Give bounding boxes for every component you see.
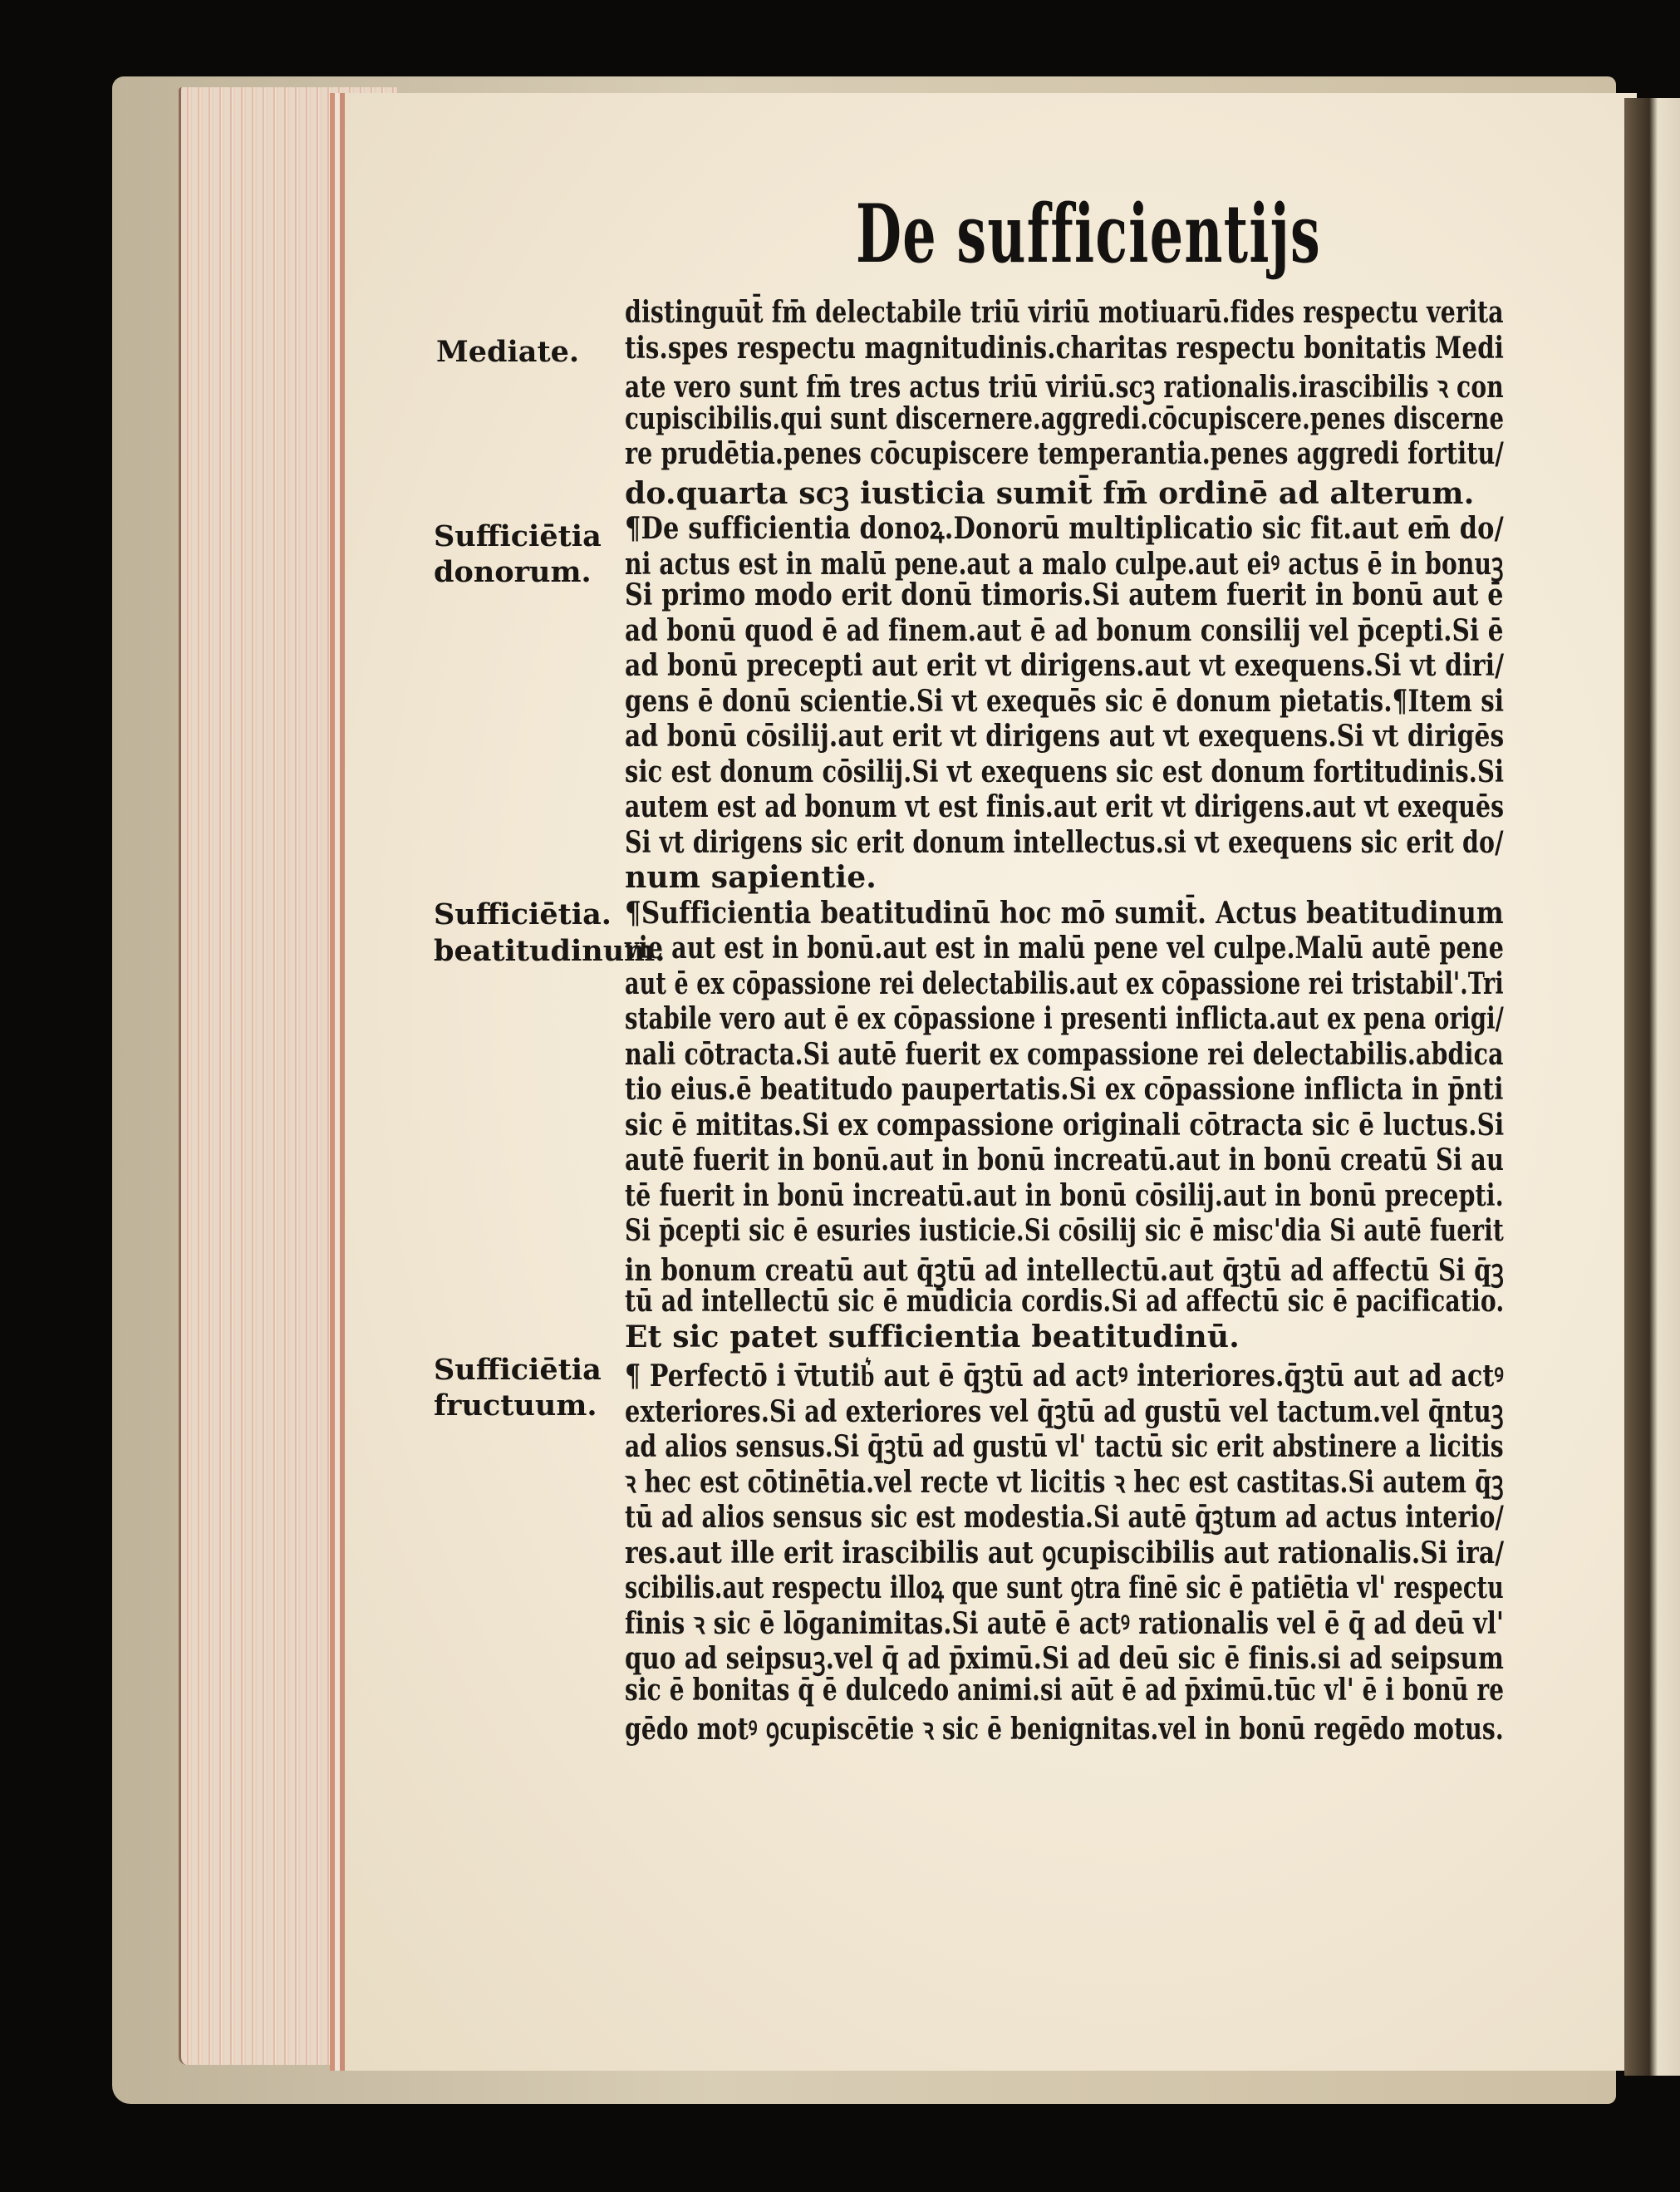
- running-head: De sufficientijs: [856, 187, 1322, 281]
- text-line: gēdo motꝰ ꝯcupiscētie ꝛ sic ē benignitas.vel in bonū regēdo motus.: [625, 1712, 1504, 1747]
- text-line: ¶ Perfectō i v̄tutib͛ aut ē q̄ꝫtū ad actꝰ interiores.q̄ꝫtū aut ad actꝰ: [625, 1359, 1505, 1393]
- margin-note-sufficientia-donorum-1: Sufficiētia: [434, 519, 602, 553]
- text-line: tē fuerit in bonū increatū.aut in bonū cōsilij.aut in bonū precepti.: [625, 1178, 1504, 1213]
- text-line: sic ē mititas.Si ex compassione originali cōtracta sic ē luctus.Si: [625, 1108, 1505, 1143]
- text-line: do.quarta scꝫ iusticia sumit̄ fm̄ ordinē ad alterum.: [625, 476, 1475, 511]
- book-gutter: [1624, 98, 1680, 2076]
- text-line: Si primo modo erit donū timoris.Si autem fuerit in bonū aut ē: [625, 577, 1504, 612]
- text-line: ate vero sunt fm̄ tres actus triū viriū.scꝫ rationalis.irascibilis ꝛ con: [625, 370, 1504, 405]
- text-line: tū ad alios sensus sic est modestia.Si autē q̄ꝫtum ad actus interio/: [625, 1500, 1505, 1535]
- text-line: autē fuerit in bonū.aut in bonū increatū.aut in bonū creatū Si au: [625, 1143, 1505, 1177]
- text-line: ¶De sufficientia donoꝝ.Donorū multiplicatio sic fit.aut em̄ do/: [625, 511, 1504, 546]
- text-line: quo ad seipsuꝫ.vel q̄ ad p̄ximū.Si ad deū sic ē finis.si ad seipsum: [625, 1641, 1504, 1676]
- text-line: aut ē ex cōpassione rei delectabilis.aut ex cōpassione rei tristabil'.Tri: [625, 966, 1504, 1001]
- text-line: ad bonū quod ē ad finem.aut ē ad bonum consilij vel p̄cepti.Si ē: [625, 613, 1504, 648]
- text-line: finis ꝛ sic ē lōganimitas.Si autē ē actꝰ rationalis vel ē q̄ ad deū vl': [625, 1606, 1505, 1641]
- text-line: ¶Sufficientia beatitudinū hoc mō sumit̄. Actus beatitudinum: [625, 896, 1504, 931]
- text-line: res.aut ille erit irascibilis aut ꝯcupiscibilis aut rationalis.Si ira/: [625, 1536, 1505, 1570]
- margin-note-sufficientia-fructuum-2: fructuum.: [434, 1388, 597, 1423]
- text-line: gens ē donū scientie.Si vt exequēs sic ē donum pietatis.¶Item si: [625, 684, 1505, 719]
- text-line: ad alios sensus.Si q̄ꝫtū ad gustū vl' tactū sic erit abstinere a licitis: [625, 1429, 1504, 1464]
- text-line: num sapientie.: [625, 860, 877, 895]
- text-line: ni actus est in malū pene.aut a malo culpe.aut eiꝰ actus ē in bonuꝫ: [625, 547, 1504, 582]
- text-line: ad bonū cōsilij.aut erit vt dirigens aut vt exequens.Si vt dirigēs: [625, 719, 1505, 754]
- text-line: stabile vero aut ē ex cōpassione i presenti inflicta.aut ex pena origi/: [625, 1001, 1504, 1036]
- margin-note-mediate: Mediate.: [436, 335, 580, 369]
- margin-note-sufficientia-beatitudinum-2: beatitudinum.: [434, 934, 666, 968]
- text-line: Si vt dirigens sic erit donum intellectus.si vt exequens sic erit do/: [625, 825, 1504, 860]
- text-line: distinguūt̄ fm̄ delectabile triū viriū motiuarū.fides respectu verita: [625, 295, 1504, 330]
- text-line: vie aut est in bonū.aut est in malū pene vel culpe.Malū autē pene: [625, 931, 1505, 966]
- text-line: tis.spes respectu magnitudinis.charitas respectu bonitatis Medi: [625, 331, 1505, 366]
- text-line: scibilis.aut respectu illoꝝ que sunt ꝯtra finē sic ē patiētia vl' respectu: [625, 1570, 1504, 1605]
- text-line: ꝛ hec est cōtinētia.vel recte vt licitis ꝛ hec est castitas.Si autem q̄ꝫ: [625, 1465, 1504, 1500]
- text-line: tū ad intellectū sic ē mūdicia cordis.Si ad affectū sic ē pacificatio.: [625, 1284, 1505, 1319]
- text-line: Et sic patet sufficientia beatitudinū.: [625, 1320, 1240, 1354]
- text-line: cupiscibilis.qui sunt discernere.aggredi.cōcupiscere.penes discerne: [625, 401, 1505, 436]
- text-line: autem est ad bonum vt est finis.aut erit vt dirigens.aut vt exequēs: [625, 789, 1505, 824]
- text-line: tio eius.ē beatitudo paupertatis.Si ex cōpassione inflicta in p̄nti: [625, 1072, 1504, 1107]
- text-line: exteriores.Si ad exteriores vel q̄ꝫtū ad gustū vel tactum.vel q̄ntuꝫ: [625, 1394, 1504, 1429]
- margin-note-sufficientia-fructuum-1: Sufficiētia: [434, 1353, 602, 1387]
- margin-note-sufficientia-beatitudinum-1: Sufficiētia.: [434, 897, 612, 931]
- text-line: sic est donum cōsilij.Si vt exequens sic est donum fortitudinis.Si: [625, 754, 1505, 789]
- text-line: sic ē bonitas q̄ ē dulcedo animi.si aūt ē ad p̄ximū.tūc vl' ē i bonū re: [625, 1673, 1505, 1708]
- text-line: ad bonū precepti aut erit vt dirigens.aut vt exequens.Si vt diri/: [625, 648, 1505, 683]
- margin-note-sufficientia-donorum-2: donorum.: [434, 555, 592, 589]
- text-line: nali cōtracta.Si autē fuerit ex compassione rei delectabilis.abdica: [625, 1037, 1504, 1072]
- text-line: in bonum creatū aut q̄ꝫtū ad intellectū.aut q̄ꝫtū ad affectū Si q̄ꝫ: [625, 1253, 1505, 1288]
- text-line: Si p̄cepti sic ē esuries iusticie.Si cōsilij sic ē misc'dia Si autē fuerit: [625, 1213, 1504, 1248]
- text-line: re prudētia.penes cōcupiscere temperantia.penes aggredi fortitu/: [625, 436, 1504, 471]
